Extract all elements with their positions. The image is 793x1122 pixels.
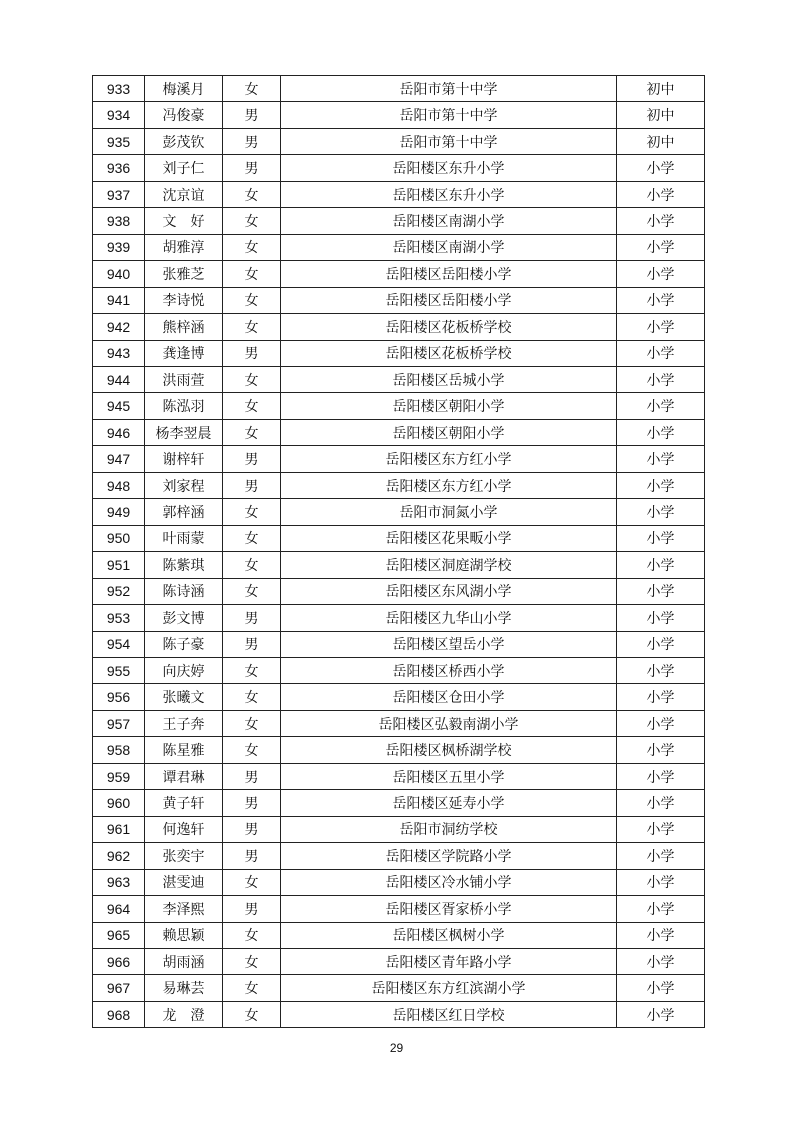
table-row bbox=[93, 948, 705, 974]
row-number-cell: 968 bbox=[93, 1001, 145, 1027]
student-name-cell: 陈星雅 bbox=[145, 737, 223, 763]
page-number: 29 bbox=[389, 1041, 404, 1055]
student-name-cell: 赖思颖 bbox=[145, 922, 223, 948]
student-name-cell: 李泽熙 bbox=[145, 896, 223, 922]
school-level-cell: 小学 bbox=[617, 419, 705, 445]
school-cell: 岳阳楼区南湖小学 bbox=[281, 208, 617, 234]
table-row bbox=[93, 525, 705, 551]
table-row bbox=[93, 552, 705, 578]
student-name-cell: 龚逢博 bbox=[145, 340, 223, 366]
student-name-cell: 张曦文 bbox=[145, 684, 223, 710]
row-number-cell: 965 bbox=[93, 922, 145, 948]
table-row bbox=[93, 419, 705, 445]
table-row bbox=[93, 896, 705, 922]
school-level-cell: 初中 bbox=[617, 128, 705, 154]
gender-cell: 男 bbox=[223, 790, 281, 816]
table-row bbox=[93, 816, 705, 842]
student-name-cell: 文 好 bbox=[145, 208, 223, 234]
student-name-cell: 胡雨涵 bbox=[145, 948, 223, 974]
gender-cell: 女 bbox=[223, 737, 281, 763]
table-row bbox=[93, 366, 705, 392]
student-name-cell: 李诗悦 bbox=[145, 287, 223, 313]
gender-cell: 男 bbox=[223, 605, 281, 631]
table-row bbox=[93, 261, 705, 287]
school-level-cell: 小学 bbox=[617, 340, 705, 366]
school-cell: 岳阳楼区东方红小学 bbox=[281, 446, 617, 472]
school-level-cell: 初中 bbox=[617, 102, 705, 128]
gender-cell: 女 bbox=[223, 578, 281, 604]
student-name-cell: 刘家程 bbox=[145, 472, 223, 498]
gender-cell: 男 bbox=[223, 843, 281, 869]
school-cell: 岳阳楼区岳阳楼小学 bbox=[281, 287, 617, 313]
gender-cell: 男 bbox=[223, 631, 281, 657]
school-level-cell: 初中 bbox=[617, 76, 705, 102]
school-cell: 岳阳楼区朝阳小学 bbox=[281, 393, 617, 419]
table-row bbox=[93, 710, 705, 736]
school-level-cell: 小学 bbox=[617, 816, 705, 842]
school-level-cell: 小学 bbox=[617, 366, 705, 392]
student-name-cell: 郭梓涵 bbox=[145, 499, 223, 525]
school-level-cell: 小学 bbox=[617, 737, 705, 763]
gender-cell: 女 bbox=[223, 208, 281, 234]
school-level-cell: 小学 bbox=[617, 261, 705, 287]
row-number-cell: 934 bbox=[93, 102, 145, 128]
school-cell: 岳阳楼区学院路小学 bbox=[281, 843, 617, 869]
row-number-cell: 955 bbox=[93, 657, 145, 683]
row-number-cell: 940 bbox=[93, 261, 145, 287]
row-number-cell: 938 bbox=[93, 208, 145, 234]
table-row bbox=[93, 790, 705, 816]
row-number-cell: 941 bbox=[93, 287, 145, 313]
gender-cell: 女 bbox=[223, 366, 281, 392]
school-cell: 岳阳楼区朝阳小学 bbox=[281, 419, 617, 445]
student-name-cell: 沈京谊 bbox=[145, 181, 223, 207]
school-cell: 岳阳楼区东升小学 bbox=[281, 181, 617, 207]
student-name-cell: 张雅芝 bbox=[145, 261, 223, 287]
school-cell: 岳阳楼区岳阳楼小学 bbox=[281, 261, 617, 287]
table-row bbox=[93, 181, 705, 207]
student-name-cell: 何逸轩 bbox=[145, 816, 223, 842]
gender-cell: 女 bbox=[223, 499, 281, 525]
row-number-cell: 966 bbox=[93, 948, 145, 974]
school-level-cell: 小学 bbox=[617, 472, 705, 498]
row-number-cell: 948 bbox=[93, 472, 145, 498]
school-level-cell: 小学 bbox=[617, 869, 705, 895]
table-row bbox=[93, 340, 705, 366]
gender-cell: 女 bbox=[223, 234, 281, 260]
gender-cell: 男 bbox=[223, 155, 281, 181]
school-level-cell: 小学 bbox=[617, 790, 705, 816]
row-number-cell: 946 bbox=[93, 419, 145, 445]
student-name-cell: 熊梓涵 bbox=[145, 314, 223, 340]
gender-cell: 女 bbox=[223, 710, 281, 736]
table-row bbox=[93, 922, 705, 948]
school-level-cell: 小学 bbox=[617, 605, 705, 631]
school-level-cell: 小学 bbox=[617, 578, 705, 604]
school-cell: 岳阳市第十中学 bbox=[281, 102, 617, 128]
gender-cell: 女 bbox=[223, 525, 281, 551]
school-cell: 岳阳楼区东方红小学 bbox=[281, 472, 617, 498]
gender-cell: 男 bbox=[223, 446, 281, 472]
school-level-cell: 小学 bbox=[617, 896, 705, 922]
row-number-cell: 943 bbox=[93, 340, 145, 366]
row-number-cell: 967 bbox=[93, 975, 145, 1001]
table-row bbox=[93, 499, 705, 525]
table-row bbox=[93, 763, 705, 789]
student-name-cell: 龙 澄 bbox=[145, 1001, 223, 1027]
school-level-cell: 小学 bbox=[617, 843, 705, 869]
school-cell: 岳阳楼区红日学校 bbox=[281, 1001, 617, 1027]
gender-cell: 男 bbox=[223, 896, 281, 922]
row-number-cell: 936 bbox=[93, 155, 145, 181]
student-name-cell: 陈子豪 bbox=[145, 631, 223, 657]
school-level-cell: 小学 bbox=[617, 684, 705, 710]
school-cell: 岳阳楼区青年路小学 bbox=[281, 948, 617, 974]
school-level-cell: 小学 bbox=[617, 552, 705, 578]
school-cell: 岳阳楼区花果畈小学 bbox=[281, 525, 617, 551]
table-row bbox=[93, 234, 705, 260]
student-name-cell: 叶雨蒙 bbox=[145, 525, 223, 551]
row-number-cell: 942 bbox=[93, 314, 145, 340]
school-cell: 岳阳楼区仓田小学 bbox=[281, 684, 617, 710]
gender-cell: 女 bbox=[223, 948, 281, 974]
student-name-cell: 王子奔 bbox=[145, 710, 223, 736]
school-cell: 岳阳楼区东方红滨湖小学 bbox=[281, 975, 617, 1001]
student-name-cell: 胡雅淳 bbox=[145, 234, 223, 260]
table-row bbox=[93, 102, 705, 128]
school-cell: 岳阳楼区枫桥湖学校 bbox=[281, 737, 617, 763]
student-name-cell: 刘子仁 bbox=[145, 155, 223, 181]
row-number-cell: 958 bbox=[93, 737, 145, 763]
gender-cell: 女 bbox=[223, 393, 281, 419]
row-number-cell: 953 bbox=[93, 605, 145, 631]
table-row bbox=[93, 393, 705, 419]
school-cell: 岳阳楼区花板桥学校 bbox=[281, 340, 617, 366]
table-row bbox=[93, 1001, 705, 1027]
table-row bbox=[93, 446, 705, 472]
gender-cell: 女 bbox=[223, 1001, 281, 1027]
row-number-cell: 947 bbox=[93, 446, 145, 472]
school-cell: 岳阳市第十中学 bbox=[281, 128, 617, 154]
student-name-cell: 梅溪月 bbox=[145, 76, 223, 102]
row-number-cell: 962 bbox=[93, 843, 145, 869]
school-level-cell: 小学 bbox=[617, 155, 705, 181]
table-row bbox=[93, 631, 705, 657]
table-row bbox=[93, 975, 705, 1001]
school-level-cell: 小学 bbox=[617, 657, 705, 683]
student-name-cell: 彭茂钦 bbox=[145, 128, 223, 154]
school-level-cell: 小学 bbox=[617, 525, 705, 551]
gender-cell: 女 bbox=[223, 76, 281, 102]
gender-cell: 男 bbox=[223, 816, 281, 842]
school-level-cell: 小学 bbox=[617, 763, 705, 789]
table-row bbox=[93, 843, 705, 869]
row-number-cell: 935 bbox=[93, 128, 145, 154]
student-name-cell: 陈诗涵 bbox=[145, 578, 223, 604]
school-level-cell: 小学 bbox=[617, 922, 705, 948]
row-number-cell: 957 bbox=[93, 710, 145, 736]
roster-body bbox=[93, 76, 705, 1028]
gender-cell: 女 bbox=[223, 975, 281, 1001]
row-number-cell: 950 bbox=[93, 525, 145, 551]
table-row bbox=[93, 472, 705, 498]
gender-cell: 女 bbox=[223, 657, 281, 683]
school-level-cell: 小学 bbox=[617, 710, 705, 736]
table-row bbox=[93, 605, 705, 631]
school-cell: 岳阳楼区弘毅南湖小学 bbox=[281, 710, 617, 736]
row-number-cell: 961 bbox=[93, 816, 145, 842]
school-cell: 岳阳楼区望岳小学 bbox=[281, 631, 617, 657]
row-number-cell: 949 bbox=[93, 499, 145, 525]
row-number-cell: 944 bbox=[93, 366, 145, 392]
school-cell: 岳阳楼区九华山小学 bbox=[281, 605, 617, 631]
school-cell: 岳阳楼区洞庭湖学校 bbox=[281, 552, 617, 578]
school-level-cell: 小学 bbox=[617, 287, 705, 313]
school-level-cell: 小学 bbox=[617, 975, 705, 1001]
gender-cell: 女 bbox=[223, 261, 281, 287]
school-cell: 岳阳市洞纺学校 bbox=[281, 816, 617, 842]
gender-cell: 男 bbox=[223, 102, 281, 128]
gender-cell: 女 bbox=[223, 181, 281, 207]
gender-cell: 女 bbox=[223, 922, 281, 948]
gender-cell: 女 bbox=[223, 419, 281, 445]
school-level-cell: 小学 bbox=[617, 181, 705, 207]
row-number-cell: 937 bbox=[93, 181, 145, 207]
gender-cell: 男 bbox=[223, 472, 281, 498]
school-level-cell: 小学 bbox=[617, 314, 705, 340]
row-number-cell: 956 bbox=[93, 684, 145, 710]
student-name-cell: 黄子轩 bbox=[145, 790, 223, 816]
school-cell: 岳阳楼区冷水铺小学 bbox=[281, 869, 617, 895]
student-roster-table bbox=[92, 75, 705, 1028]
table-row bbox=[93, 128, 705, 154]
row-number-cell: 951 bbox=[93, 552, 145, 578]
gender-cell: 女 bbox=[223, 552, 281, 578]
table-row bbox=[93, 155, 705, 181]
student-name-cell: 洪雨萱 bbox=[145, 366, 223, 392]
school-cell: 岳阳楼区五里小学 bbox=[281, 763, 617, 789]
row-number-cell: 960 bbox=[93, 790, 145, 816]
student-name-cell: 谢梓轩 bbox=[145, 446, 223, 472]
table-row bbox=[93, 578, 705, 604]
table-row bbox=[93, 657, 705, 683]
gender-cell: 女 bbox=[223, 684, 281, 710]
row-number-cell: 954 bbox=[93, 631, 145, 657]
table-row bbox=[93, 208, 705, 234]
school-level-cell: 小学 bbox=[617, 446, 705, 472]
row-number-cell: 945 bbox=[93, 393, 145, 419]
gender-cell: 男 bbox=[223, 763, 281, 789]
gender-cell: 男 bbox=[223, 128, 281, 154]
school-cell: 岳阳市第十中学 bbox=[281, 76, 617, 102]
school-level-cell: 小学 bbox=[617, 1001, 705, 1027]
table-row bbox=[93, 314, 705, 340]
row-number-cell: 952 bbox=[93, 578, 145, 604]
row-number-cell: 959 bbox=[93, 763, 145, 789]
student-name-cell: 冯俊豪 bbox=[145, 102, 223, 128]
school-level-cell: 小学 bbox=[617, 234, 705, 260]
student-name-cell: 易琳芸 bbox=[145, 975, 223, 1001]
school-cell: 岳阳楼区东风湖小学 bbox=[281, 578, 617, 604]
student-name-cell: 湛雯迪 bbox=[145, 869, 223, 895]
row-number-cell: 963 bbox=[93, 869, 145, 895]
student-name-cell: 向庆婷 bbox=[145, 657, 223, 683]
gender-cell: 女 bbox=[223, 314, 281, 340]
school-cell: 岳阳楼区延寿小学 bbox=[281, 790, 617, 816]
table-row bbox=[93, 869, 705, 895]
school-cell: 岳阳楼区南湖小学 bbox=[281, 234, 617, 260]
row-number-cell: 939 bbox=[93, 234, 145, 260]
table-row bbox=[93, 76, 705, 102]
row-number-cell: 933 bbox=[93, 76, 145, 102]
school-level-cell: 小学 bbox=[617, 631, 705, 657]
row-number-cell: 964 bbox=[93, 896, 145, 922]
student-name-cell: 张奕宇 bbox=[145, 843, 223, 869]
table-row bbox=[93, 287, 705, 313]
school-level-cell: 小学 bbox=[617, 499, 705, 525]
school-cell: 岳阳楼区桥西小学 bbox=[281, 657, 617, 683]
school-cell: 岳阳楼区花板桥学校 bbox=[281, 314, 617, 340]
student-name-cell: 杨李翌晨 bbox=[145, 419, 223, 445]
table-row bbox=[93, 684, 705, 710]
gender-cell: 男 bbox=[223, 340, 281, 366]
student-name-cell: 彭文博 bbox=[145, 605, 223, 631]
school-cell: 岳阳楼区岳城小学 bbox=[281, 366, 617, 392]
school-level-cell: 小学 bbox=[617, 208, 705, 234]
student-name-cell: 谭君琳 bbox=[145, 763, 223, 789]
gender-cell: 女 bbox=[223, 287, 281, 313]
school-cell: 岳阳楼区枫树小学 bbox=[281, 922, 617, 948]
student-name-cell: 陈泓羽 bbox=[145, 393, 223, 419]
school-level-cell: 小学 bbox=[617, 393, 705, 419]
school-cell: 岳阳市洞氮小学 bbox=[281, 499, 617, 525]
school-cell: 岳阳楼区胥家桥小学 bbox=[281, 896, 617, 922]
table-row bbox=[93, 737, 705, 763]
gender-cell: 女 bbox=[223, 869, 281, 895]
school-cell: 岳阳楼区东升小学 bbox=[281, 155, 617, 181]
student-name-cell: 陈紫琪 bbox=[145, 552, 223, 578]
school-level-cell: 小学 bbox=[617, 948, 705, 974]
